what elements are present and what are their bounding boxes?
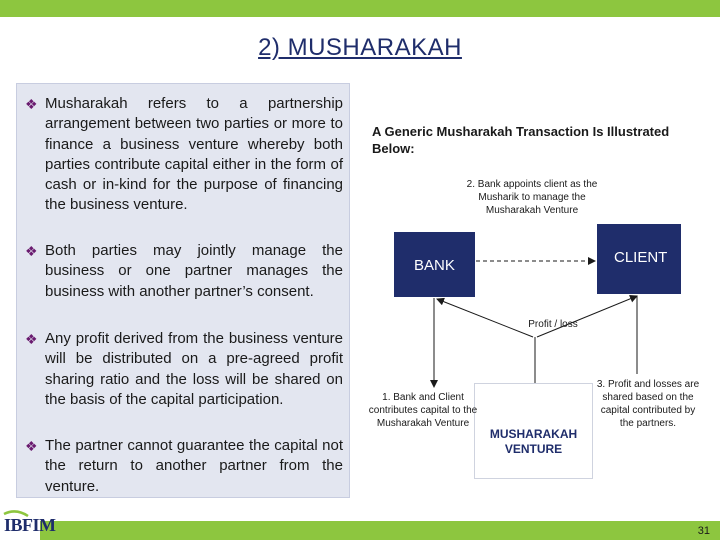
bank-label: BANK <box>414 257 455 274</box>
shared-note: 3. Profit and losses are shared based on the capital contributed by the partners. <box>596 379 700 429</box>
client-label: CLIENT <box>614 249 668 266</box>
profit-note: Profit / loss <box>528 319 578 330</box>
diamond-bullet-icon: ❖ <box>25 331 38 347</box>
diamond-bullet-icon: ❖ <box>25 96 38 112</box>
venture-label: MUSHARAKAH VENTURE <box>489 427 578 456</box>
bullet-text: Any profit derived from the business venture will be distributed on a pre-agreed profit sharing ratio and the loss will be shared on the basis of the capital participation. <box>45 330 343 408</box>
page-number: 31 <box>697 525 710 537</box>
page-title: 2) MUSHARAKAH <box>258 34 462 61</box>
contribution-note: 1. Bank and Client contributes capital to the Musharakah Venture <box>368 392 478 429</box>
bullet-text: Both parties may jointly manage the business or one partner manages the business with another partner’s consent. <box>45 242 343 300</box>
logo-text: IBFIM <box>4 515 56 535</box>
diagram-heading: A Generic Musharakah Transaction Is Illustrated Below: <box>372 124 670 156</box>
bullet-text: The partner cannot guarantee the capital not the return to another partner from the venture. <box>45 437 343 495</box>
bank-box <box>394 232 475 297</box>
bullet-text: Musharakah refers to a partnership arrangement between two parties or more to finance a business venture whereby both parties contribute capital either in the form of cash or in-kind for the purpose of financing the business venture. <box>45 95 343 214</box>
footer-bar <box>40 521 720 540</box>
diamond-bullet-icon: ❖ <box>25 243 38 259</box>
client-box <box>597 224 681 294</box>
diamond-bullet-icon: ❖ <box>25 438 38 454</box>
venture-box <box>474 383 593 479</box>
appoint-note: 2. Bank appoints client as the Musharik to manage the Musharakah Venture <box>466 179 598 216</box>
